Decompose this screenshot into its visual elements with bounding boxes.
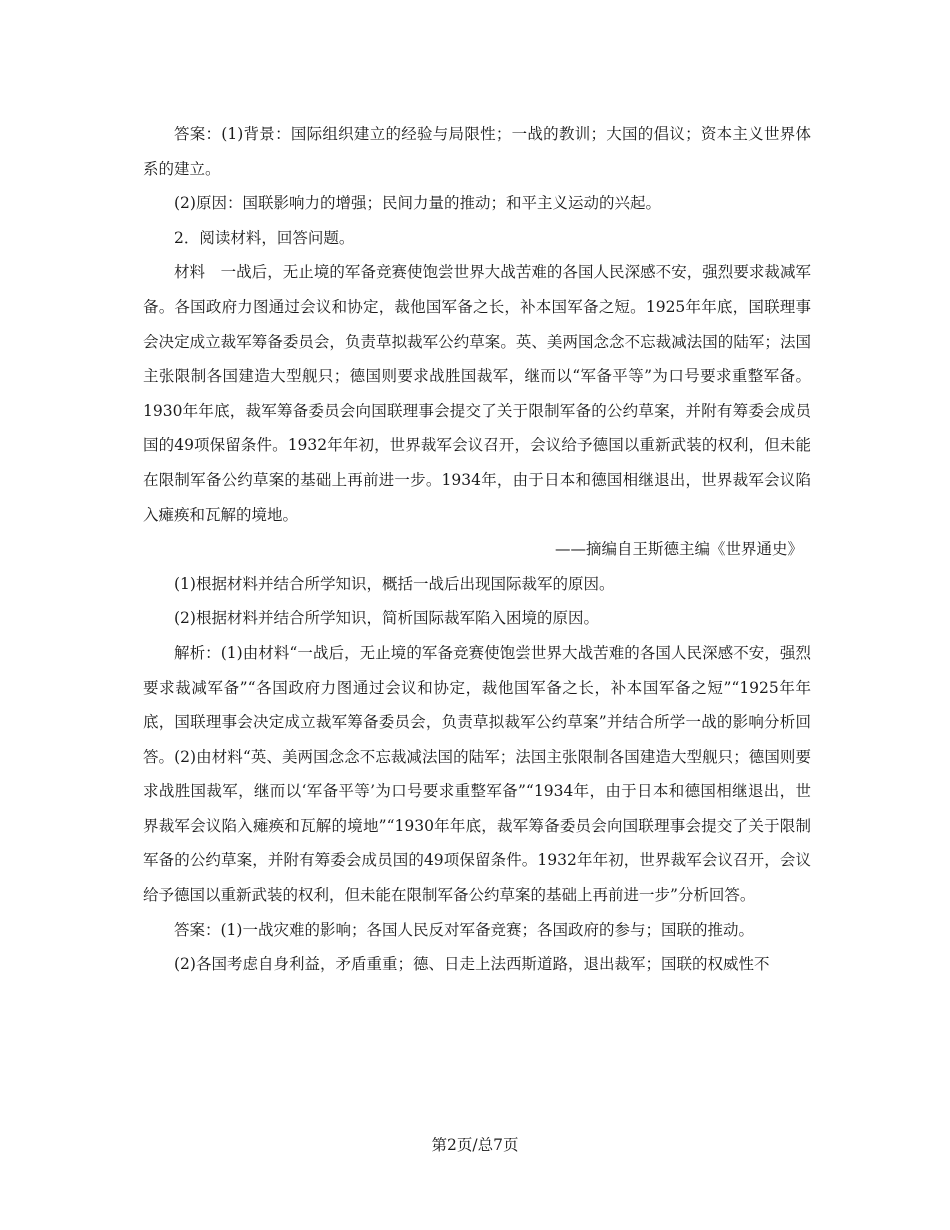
page-body	[143, 117, 811, 982]
material-paragraph: 材料 一战后，无止境的军备竞赛使饱尝世界大战苦难的各国人民深感不安，强烈要求裁减军备。各国政府力图通过会议和协定，裁他国军备之长，补本国军备之短。1925年年底，国联理事会决定成立裁军筹备委员会，负责草拟裁军公约草案。英、美两国念念不忘裁减法国的陆军；法国主张限制各国建造大型舰只；德国则要求战胜国裁军，继而以“军备平等”为口号要求重整军备。1930年年底，裁军筹备委员会向国联理事会提交了关于限制军备的公约草案，并附有筹委会成员国的49项保留条件。1932年年初，世界裁军会议召开，会议给予德国以重新武装的权利，但未能在限制军备公约草案的基础上再前进一步。1934年，由于日本和德国相继退出，世界裁军会议陷入瘫痪和瓦解的境地。	[143, 263, 811, 524]
answer-1-paragraph: 答案：(1)背景：国际组织建立的经验与局限性；一战的教训；大国的倡议；资本主义世界体系的建立。	[143, 125, 811, 178]
material-source: ——摘编自王斯德主编《世界通史》	[554, 540, 803, 559]
answer-2-part-2-paragraph: (2)各国考虑自身利益，矛盾重重；德、日走上法西斯道路，退出裁军；国联的权威性不	[174, 955, 770, 974]
answer-2-part-1-paragraph: 答案：(1)一战灾难的影响；各国人民反对军备竞赛；各国政府的参与；国联的推动。	[174, 920, 754, 939]
answer-1-part-2-paragraph: (2)原因：国联影响力的增强；民间力量的推动；和平主义运动的兴起。	[174, 194, 661, 213]
question-2-part-2: (2)根据材料并结合所学知识，简析国际裁军陷入困境的原因。	[174, 609, 599, 628]
question-2-heading: 2．阅读材料，回答问题。	[174, 228, 355, 247]
question-2-part-1: (1)根据材料并结合所学知识，概括一战后出现国际裁军的原因。	[174, 574, 615, 593]
analysis-paragraph: 解析：(1)由材料“一战后，无止境的军备竞赛使饱尝世界大战苦难的各国人民深感不安，强烈要求裁减军备”“各国政府力图通过会议和协定，裁他国军备之长，补本国军备之短”“1925年年底，国联理事会决定成立裁军筹备委员会，负责草拟裁军公约草案”并结合所学一战的影响分析回答。(2)由材料“英、美两国念念不忘裁减法国的陆军；法国主张限制各国建造大型舰只；德国则要求战胜国裁军，继而以‘军备平等’为口号要求重整军备”“1934年，由于日本和德国相继退出，世界裁军会议陷入瘫痪和瓦解的境地”“1930年年底，裁军筹备委员会向国联理事会提交了关于限制军备的公约草案，并附有筹委会成员国的49项保留条件。1932年年初，世界裁军会议召开，会议给予德国以重新武装的权利，但未能在限制军备公约草案的基础上再前进一步”分析回答。	[143, 643, 811, 905]
page-number-footer: 第2页/总7页	[431, 1136, 519, 1154]
